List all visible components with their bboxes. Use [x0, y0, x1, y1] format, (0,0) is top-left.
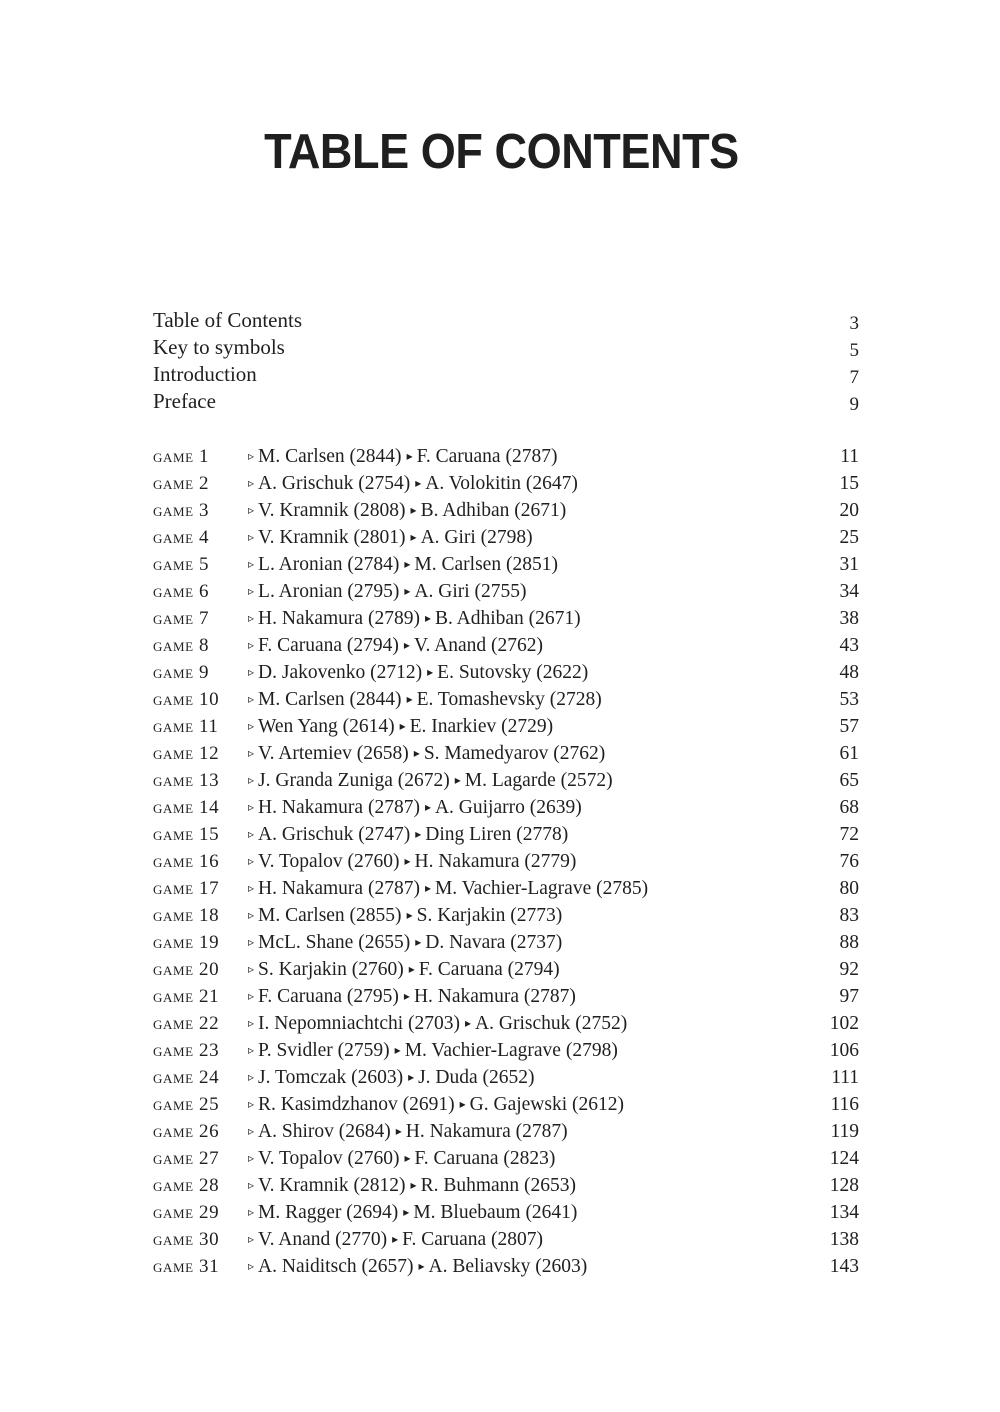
- game-entry-row[interactable]: [153, 1145, 859, 1172]
- black-player: B. Adhiban (2671): [434, 608, 581, 629]
- white-player: L. Aronian (2784): [258, 554, 400, 575]
- games-list: [153, 443, 859, 1280]
- game-number-label: game 26: [153, 1121, 220, 1142]
- white-triangle-icon: ▹: [248, 1178, 255, 1192]
- game-entry-row[interactable]: [153, 551, 859, 578]
- white-triangle-icon: ▹: [248, 1016, 255, 1030]
- game-number-label: game 12: [153, 743, 220, 764]
- white-triangle-icon: ▹: [248, 530, 255, 544]
- white-player: J. Tomczak (2603): [258, 1067, 404, 1088]
- black-triangle-icon: ▸: [406, 908, 413, 922]
- game-players: [248, 1199, 577, 1228]
- white-player: V. Anand (2770): [258, 1229, 388, 1250]
- game-number-label: game 11: [153, 716, 219, 737]
- white-triangle-icon: ▹: [248, 1097, 255, 1111]
- black-triangle-icon: ▸: [424, 881, 431, 895]
- game-page-number: 43: [839, 635, 859, 656]
- game-players: [248, 1226, 543, 1255]
- black-triangle-icon: ▸: [410, 503, 417, 517]
- game-number-label: game 31: [153, 1256, 220, 1277]
- white-triangle-icon: ▹: [248, 638, 255, 652]
- game-page-number: 76: [839, 851, 859, 872]
- game-entry-row[interactable]: [153, 1118, 859, 1145]
- game-number-label: game 17: [153, 878, 220, 899]
- game-number-label: game 10: [153, 689, 220, 710]
- game-players: [248, 1064, 535, 1093]
- game-number-label: game 7: [153, 608, 210, 629]
- white-player: A. Grischuk (2754): [258, 473, 411, 494]
- game-page-number: 138: [829, 1229, 859, 1250]
- game-number-label: game 8: [153, 635, 210, 656]
- black-player: A. Giri (2798): [420, 527, 533, 548]
- game-entry-row[interactable]: [153, 902, 859, 929]
- black-triangle-icon: ▸: [404, 1151, 411, 1165]
- game-number-label: game 5: [153, 554, 210, 575]
- game-players: [248, 929, 562, 958]
- game-number-label: game 4: [153, 527, 210, 548]
- white-player: H. Nakamura (2787): [258, 797, 420, 818]
- game-players: [248, 443, 557, 472]
- white-triangle-icon: ▹: [248, 449, 255, 463]
- white-triangle-icon: ▹: [248, 476, 255, 490]
- black-player: M. Vachier-Lagrave (2798): [404, 1040, 618, 1061]
- white-triangle-icon: ▹: [248, 692, 255, 706]
- game-number-label: game 3: [153, 500, 210, 521]
- white-player: V. Kramnik (2808): [258, 500, 406, 521]
- game-players: [248, 605, 581, 634]
- game-page-number: 61: [839, 743, 859, 764]
- white-player: J. Granda Zuniga (2672): [258, 770, 450, 791]
- game-entry-row[interactable]: [153, 956, 859, 983]
- game-entry-row[interactable]: [153, 713, 859, 740]
- game-number-label: game 23: [153, 1040, 220, 1061]
- toc-entry-preface[interactable]: [153, 388, 859, 415]
- white-triangle-icon: ▹: [248, 1070, 255, 1084]
- white-triangle-icon: ▹: [248, 557, 255, 571]
- game-page-number: 80: [839, 878, 859, 899]
- white-triangle-icon: ▹: [248, 746, 255, 760]
- white-player: Wen Yang (2614): [258, 716, 395, 737]
- black-triangle-icon: ▸: [424, 800, 431, 814]
- game-page-number: 72: [839, 824, 859, 845]
- black-player: A. Grischuk (2752): [475, 1013, 628, 1034]
- game-players: [248, 659, 588, 688]
- game-page-number: 48: [839, 662, 859, 683]
- game-page-number: 119: [830, 1121, 859, 1142]
- white-player: V. Kramnik (2812): [258, 1175, 406, 1196]
- black-player: S. Karjakin (2773): [416, 905, 563, 926]
- white-player: M. Carlsen (2855): [258, 905, 402, 926]
- game-entry-row[interactable]: [153, 1064, 859, 1091]
- black-triangle-icon: ▸: [408, 1070, 415, 1084]
- game-page-number: 34: [839, 581, 859, 602]
- white-triangle-icon: ▹: [248, 800, 255, 814]
- white-player: V. Artemiev (2658): [258, 743, 409, 764]
- toc-entry-page: 5: [849, 340, 859, 361]
- game-players: [248, 875, 648, 904]
- black-player: E. Tomashevsky (2728): [416, 689, 602, 710]
- game-number-label: game 15: [153, 824, 220, 845]
- black-player: Ding Liren (2778): [425, 824, 569, 845]
- black-player: A. Giri (2755): [414, 581, 527, 602]
- white-triangle-icon: ▹: [248, 1205, 255, 1219]
- game-players: [248, 1118, 568, 1147]
- game-players: [248, 767, 613, 796]
- white-player: F. Caruana (2795): [258, 986, 399, 1007]
- toc-entry-label: Key to symbols: [153, 335, 285, 359]
- white-player: D. Jakovenko (2712): [258, 662, 423, 683]
- game-players: [248, 470, 578, 499]
- game-players: [248, 1010, 627, 1039]
- game-players: [248, 740, 605, 769]
- game-number-label: game 20: [153, 959, 220, 980]
- black-player: S. Mamedyarov (2762): [423, 743, 606, 764]
- white-triangle-icon: ▹: [248, 1232, 255, 1246]
- game-players: [248, 632, 543, 661]
- white-triangle-icon: ▹: [248, 827, 255, 841]
- white-player: I. Nepomniachtchi (2703): [258, 1013, 461, 1034]
- game-number-label: game 2: [153, 473, 210, 494]
- white-triangle-icon: ▹: [248, 854, 255, 868]
- black-player: F. Caruana (2807): [402, 1229, 544, 1250]
- game-entry-row[interactable]: [153, 1091, 859, 1118]
- black-player: J. Duda (2652): [418, 1067, 535, 1088]
- black-triangle-icon: ▸: [415, 827, 422, 841]
- black-player: A. Volokitin (2647): [425, 473, 578, 494]
- white-triangle-icon: ▹: [248, 611, 255, 625]
- game-page-number: 116: [830, 1094, 859, 1115]
- game-number-label: game 30: [153, 1229, 220, 1250]
- white-triangle-icon: ▹: [248, 719, 255, 733]
- game-number-label: game 6: [153, 581, 210, 602]
- black-triangle-icon: ▸: [392, 1232, 399, 1246]
- game-players: [248, 497, 566, 526]
- game-entry-row[interactable]: [153, 740, 859, 767]
- toc-entry-introduction[interactable]: [153, 361, 859, 388]
- game-players: [248, 578, 527, 607]
- black-player: A. Guijarro (2639): [434, 797, 582, 818]
- game-page-number: 143: [829, 1256, 859, 1277]
- game-number-label: game 19: [153, 932, 220, 953]
- game-page-number: 53: [839, 689, 859, 710]
- white-triangle-icon: ▹: [248, 1259, 255, 1273]
- game-page-number: 88: [839, 932, 859, 953]
- game-players: [248, 1037, 618, 1066]
- page-title: TABLE OF CONTENTS: [264, 125, 739, 179]
- game-entry-row[interactable]: [153, 686, 859, 713]
- game-page-number: 111: [831, 1067, 859, 1088]
- game-page-number: 20: [839, 500, 859, 521]
- white-player: A. Naiditsch (2657): [258, 1256, 414, 1277]
- toc-entry-page: 3: [849, 313, 859, 334]
- black-triangle-icon: ▸: [424, 611, 431, 625]
- game-players: [248, 902, 562, 931]
- black-triangle-icon: ▸: [403, 1205, 410, 1219]
- black-triangle-icon: ▸: [399, 719, 406, 733]
- game-players: [248, 1145, 555, 1174]
- white-player: R. Kasimdzhanov (2691): [258, 1094, 455, 1115]
- game-number-label: game 21: [153, 986, 220, 1007]
- black-triangle-icon: ▸: [415, 935, 422, 949]
- game-players: [248, 983, 576, 1012]
- game-players: [248, 821, 568, 850]
- black-player: V. Anand (2762): [413, 635, 544, 656]
- black-player: H. Nakamura (2779): [414, 851, 577, 872]
- game-page-number: 92: [839, 959, 859, 980]
- game-entry-row[interactable]: [153, 821, 859, 848]
- white-triangle-icon: ▹: [248, 773, 255, 787]
- black-player: E. Sutovsky (2622): [437, 662, 589, 683]
- black-player: H. Nakamura (2787): [413, 986, 576, 1007]
- game-page-number: 83: [839, 905, 859, 926]
- white-triangle-icon: ▹: [248, 962, 255, 976]
- white-triangle-icon: ▹: [248, 584, 255, 598]
- black-triangle-icon: ▸: [454, 773, 461, 787]
- game-entry-row[interactable]: [153, 443, 859, 470]
- game-players: [248, 686, 602, 715]
- black-triangle-icon: ▸: [394, 1043, 401, 1057]
- black-player: R. Buhmann (2653): [420, 1175, 577, 1196]
- game-page-number: 25: [839, 527, 859, 548]
- black-triangle-icon: ▸: [427, 665, 434, 679]
- game-page-number: 128: [829, 1175, 859, 1196]
- white-triangle-icon: ▹: [248, 503, 255, 517]
- black-triangle-icon: ▸: [459, 1097, 466, 1111]
- white-player: V. Topalov (2760): [258, 851, 400, 872]
- game-entry-row[interactable]: [153, 1010, 859, 1037]
- game-number-label: game 13: [153, 770, 220, 791]
- toc-entry-label: Preface: [153, 389, 216, 413]
- game-entry-row[interactable]: [153, 659, 859, 686]
- white-player: H. Nakamura (2787): [258, 878, 420, 899]
- black-player: H. Nakamura (2787): [405, 1121, 568, 1142]
- black-player: M. Bluebaum (2641): [413, 1202, 578, 1223]
- black-triangle-icon: ▸: [404, 854, 411, 868]
- toc-entry-table-of-contents[interactable]: [153, 307, 859, 334]
- game-entry-row[interactable]: [153, 983, 859, 1010]
- game-players: [248, 1172, 576, 1201]
- game-entry-row[interactable]: [153, 1172, 859, 1199]
- game-page-number: 31: [839, 554, 859, 575]
- black-player: F. Caruana (2823): [414, 1148, 556, 1169]
- white-triangle-icon: ▹: [248, 665, 255, 679]
- game-entry-row[interactable]: [153, 929, 859, 956]
- front-matter-list: [153, 307, 859, 415]
- white-triangle-icon: ▹: [248, 1124, 255, 1138]
- game-page-number: 57: [839, 716, 859, 737]
- black-player: E. Inarkiev (2729): [409, 716, 554, 737]
- game-number-label: game 24: [153, 1067, 220, 1088]
- game-number-label: game 28: [153, 1175, 220, 1196]
- black-triangle-icon: ▸: [465, 1016, 472, 1030]
- black-player: M. Carlsen (2851): [414, 554, 558, 575]
- white-player: A. Shirov (2684): [258, 1121, 391, 1142]
- game-number-label: game 29: [153, 1202, 220, 1223]
- black-triangle-icon: ▸: [410, 530, 417, 544]
- black-player: F. Caruana (2787): [416, 446, 558, 467]
- game-players: [248, 1091, 624, 1120]
- game-number-label: game 16: [153, 851, 220, 872]
- black-triangle-icon: ▸: [415, 476, 422, 490]
- white-player: M. Carlsen (2844): [258, 446, 402, 467]
- white-player: L. Aronian (2795): [258, 581, 400, 602]
- black-triangle-icon: ▸: [408, 962, 415, 976]
- black-triangle-icon: ▸: [403, 638, 410, 652]
- black-triangle-icon: ▸: [395, 1124, 402, 1138]
- game-players: [248, 794, 582, 823]
- game-entry-row[interactable]: [153, 875, 859, 902]
- game-players: [248, 713, 553, 742]
- white-triangle-icon: ▹: [248, 989, 255, 1003]
- game-entry-row[interactable]: [153, 794, 859, 821]
- black-triangle-icon: ▸: [403, 989, 410, 1003]
- game-entry-row[interactable]: [153, 605, 859, 632]
- game-number-label: game 25: [153, 1094, 220, 1115]
- white-player: V. Topalov (2760): [258, 1148, 400, 1169]
- toc-entry-label: Table of Contents: [153, 308, 302, 332]
- game-number-label: game 18: [153, 905, 220, 926]
- game-page-number: 134: [829, 1202, 859, 1223]
- game-page-number: 65: [839, 770, 859, 791]
- black-triangle-icon: ▸: [404, 557, 411, 571]
- toc-entry-page: 9: [849, 394, 859, 415]
- toc-entry-page: 7: [849, 367, 859, 388]
- white-triangle-icon: ▹: [248, 908, 255, 922]
- white-player: McL. Shane (2655): [258, 932, 411, 953]
- black-player: D. Navara (2737): [425, 932, 563, 953]
- black-triangle-icon: ▸: [406, 449, 413, 463]
- black-player: A. Beliavsky (2603): [428, 1256, 588, 1277]
- black-triangle-icon: ▸: [413, 746, 420, 760]
- game-entry-row[interactable]: [153, 767, 859, 794]
- white-player: A. Grischuk (2747): [258, 824, 411, 845]
- black-player: M. Lagarde (2572): [464, 770, 613, 791]
- black-player: M. Vachier-Lagrave (2785): [434, 878, 649, 899]
- white-player: H. Nakamura (2789): [258, 608, 420, 629]
- white-player: F. Caruana (2794): [258, 635, 399, 656]
- white-player: V. Kramnik (2801): [258, 527, 406, 548]
- white-player: S. Karjakin (2760): [258, 959, 404, 980]
- white-triangle-icon: ▹: [248, 1043, 255, 1057]
- white-player: M. Ragger (2694): [258, 1202, 399, 1223]
- game-entry-row[interactable]: [153, 1226, 859, 1253]
- toc-entry-label: Introduction: [153, 362, 257, 386]
- game-entry-row[interactable]: [153, 1199, 859, 1226]
- game-players: [248, 848, 576, 877]
- game-number-label: game 27: [153, 1148, 220, 1169]
- white-player: P. Svidler (2759): [258, 1040, 390, 1061]
- black-player: G. Gajewski (2612): [469, 1094, 624, 1115]
- white-triangle-icon: ▹: [248, 935, 255, 949]
- game-number-label: game 14: [153, 797, 220, 818]
- white-triangle-icon: ▹: [248, 1151, 255, 1165]
- black-triangle-icon: ▸: [418, 1259, 425, 1273]
- game-number-label: game 1: [153, 446, 210, 467]
- game-page-number: 102: [829, 1013, 859, 1034]
- game-players: [248, 956, 560, 985]
- game-entry-row[interactable]: [153, 632, 859, 659]
- game-entry-row[interactable]: [153, 578, 859, 605]
- game-entry-row[interactable]: [153, 470, 859, 497]
- white-triangle-icon: ▹: [248, 881, 255, 895]
- game-page-number: 68: [839, 797, 859, 818]
- game-number-label: game 9: [153, 662, 210, 683]
- game-entry-row[interactable]: [153, 524, 859, 551]
- game-players: [248, 551, 558, 580]
- toc-entry-key-to-symbols[interactable]: [153, 334, 859, 361]
- white-player: M. Carlsen (2844): [258, 689, 402, 710]
- game-entry-row[interactable]: [153, 1037, 859, 1064]
- game-entry-row[interactable]: [153, 848, 859, 875]
- game-entry-row[interactable]: [153, 497, 859, 524]
- game-number-label: game 22: [153, 1013, 220, 1034]
- black-player: B. Adhiban (2671): [420, 500, 567, 521]
- game-players: [248, 524, 533, 553]
- game-page-number: 15: [839, 473, 859, 494]
- black-triangle-icon: ▸: [404, 584, 411, 598]
- game-page-number: 124: [829, 1148, 859, 1169]
- game-page-number: 11: [840, 446, 859, 467]
- black-triangle-icon: ▸: [410, 1178, 417, 1192]
- game-page-number: 97: [839, 986, 859, 1007]
- black-player: F. Caruana (2794): [418, 959, 560, 980]
- game-page-number: 106: [829, 1040, 859, 1061]
- game-players: [248, 1253, 587, 1282]
- game-entry-row[interactable]: [153, 1253, 859, 1280]
- game-page-number: 38: [839, 608, 859, 629]
- black-triangle-icon: ▸: [406, 692, 413, 706]
